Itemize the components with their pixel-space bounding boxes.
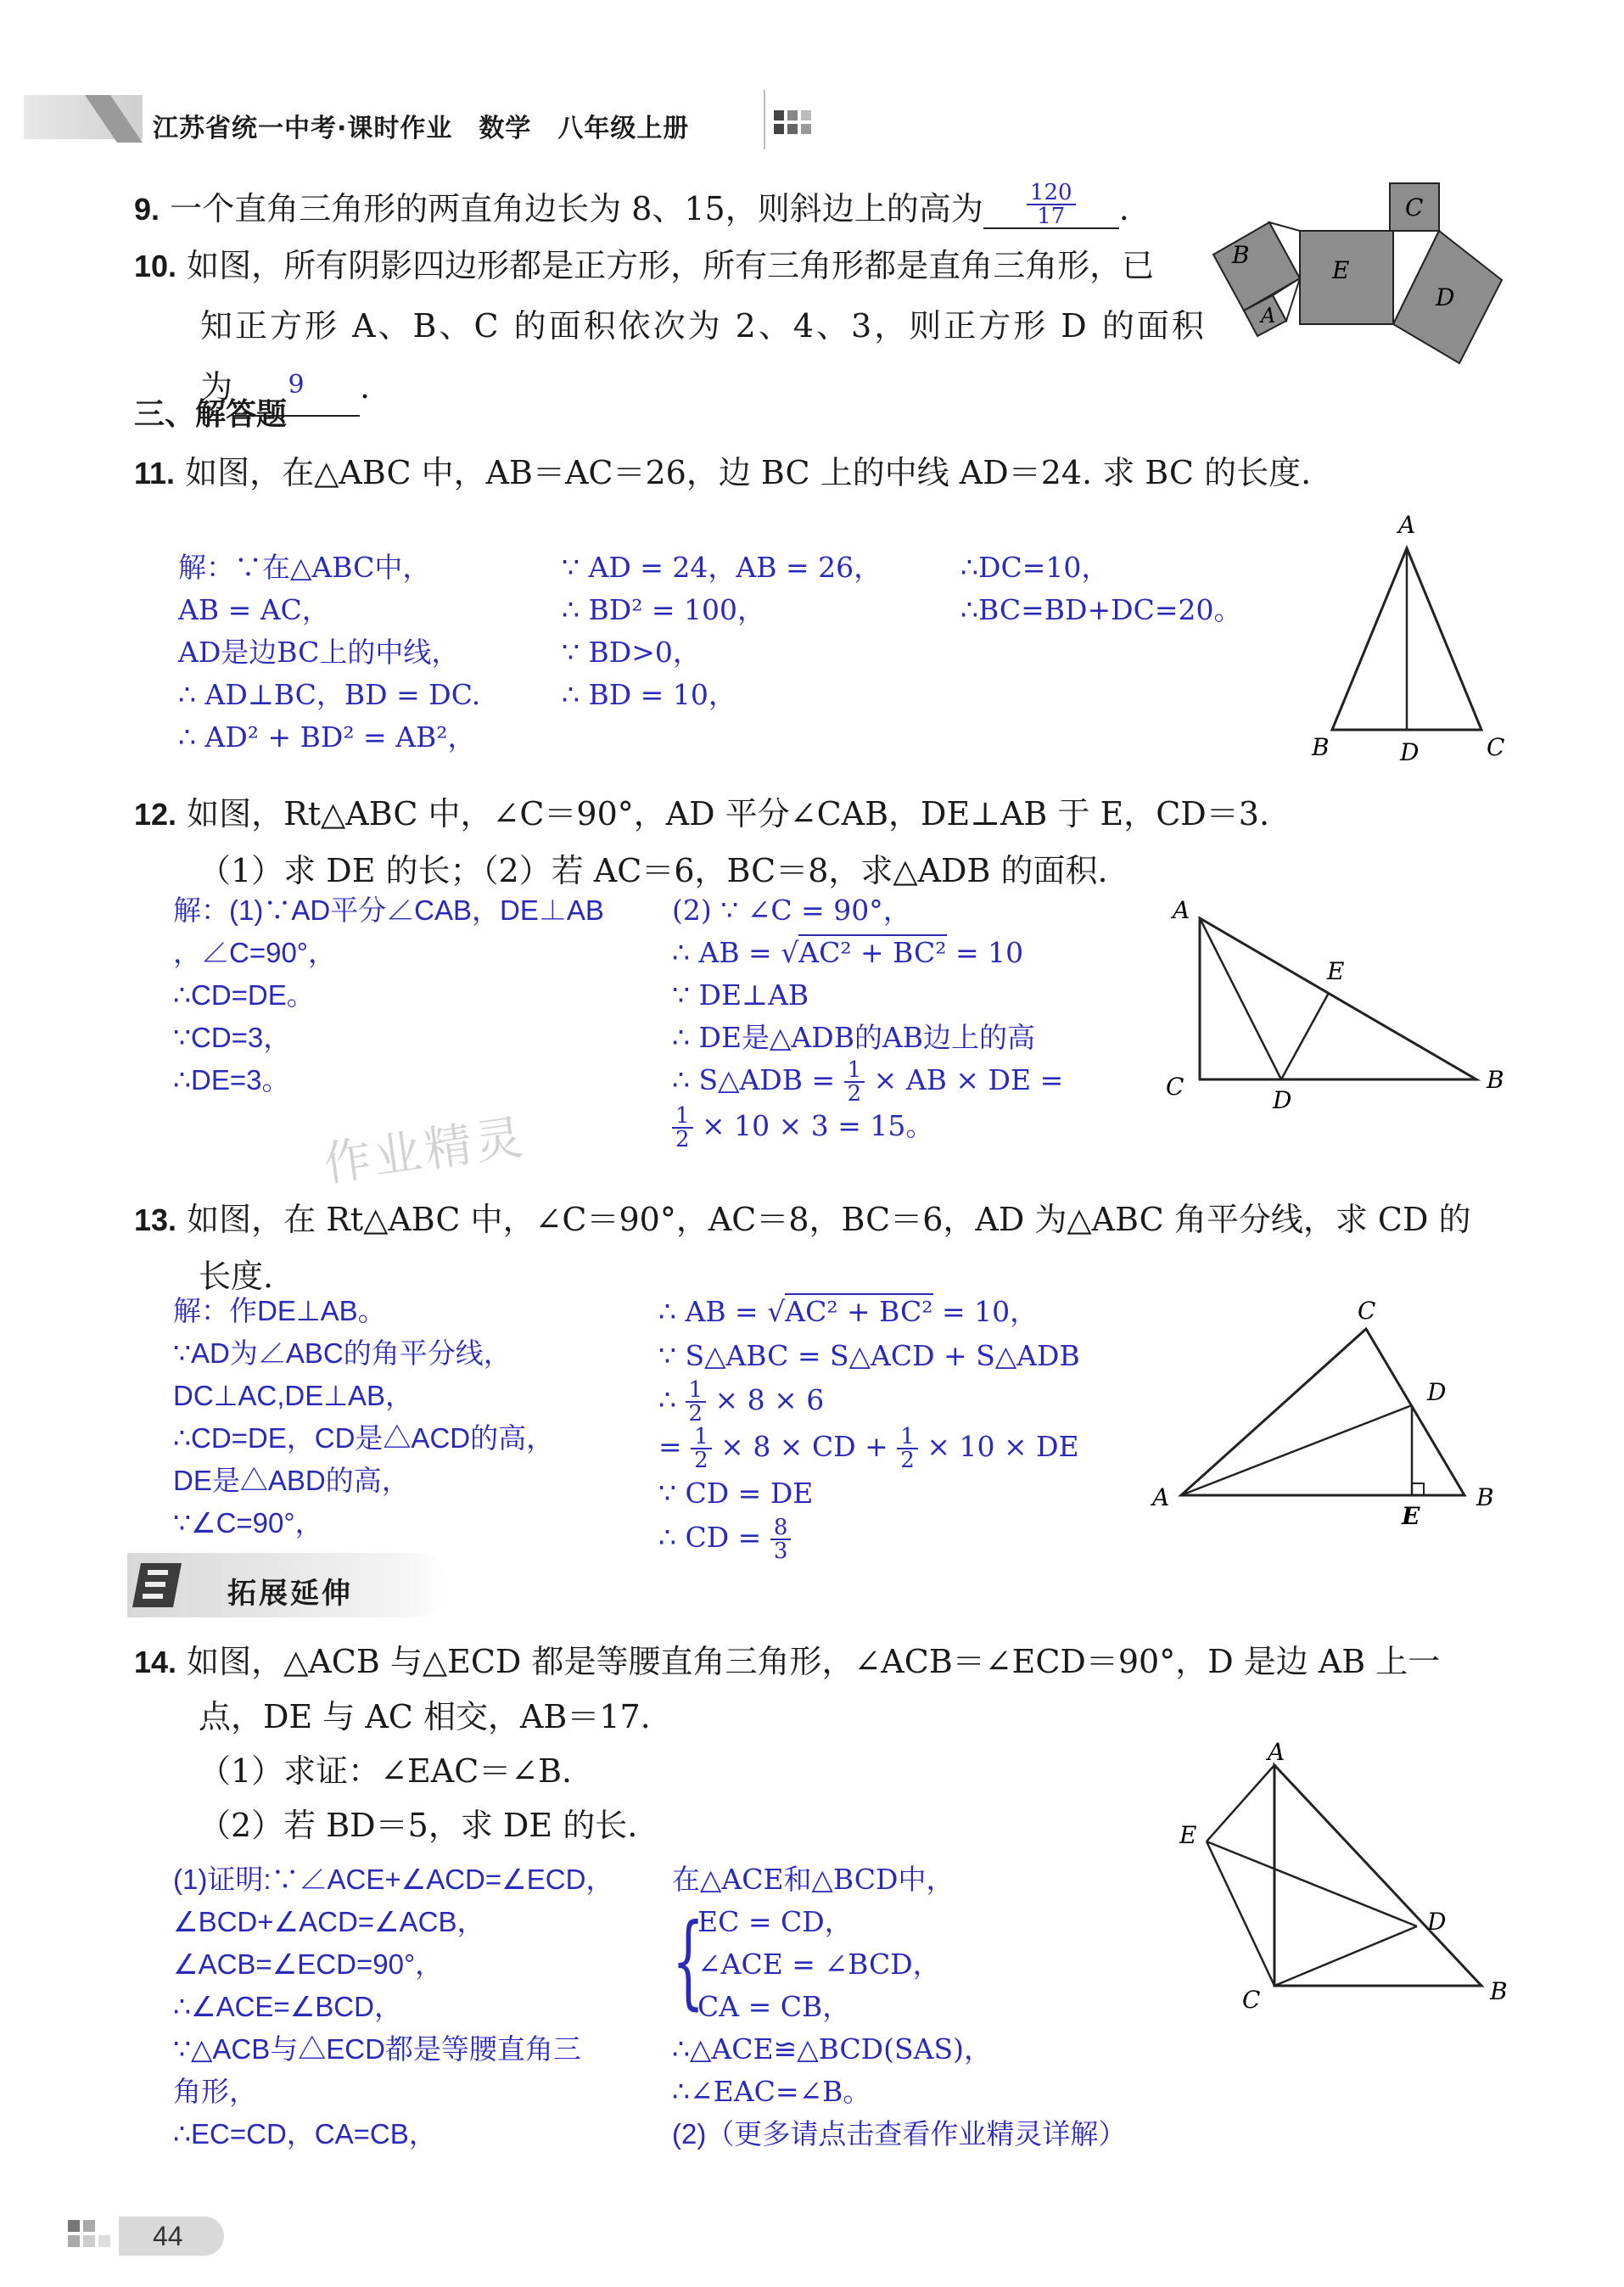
q10-label-b: B bbox=[1232, 241, 1250, 269]
q11-text: 如图，在△ABC 中，AB＝AC＝26，边 BC 上的中线 AD＝24. 求 BC 的长度. bbox=[185, 454, 1312, 491]
footer-grid-icon bbox=[68, 2220, 119, 2257]
q13-label-d: D bbox=[1427, 1378, 1447, 1406]
q13-num: 13. bbox=[134, 1202, 177, 1237]
q14-label-e: E bbox=[1179, 1821, 1197, 1849]
q9-answer-fraction: $\frac{120}{17}$ bbox=[1027, 182, 1076, 227]
q14-sol-col2: 在△ACE和△BCD中， { EC = CD， ∠ACE = ∠BCD， CA = CB， ∴△ACE≌△BCD(SAS)， ∴∠EAC=∠B。 (2)（更多请点击查看作业精灵详解） bbox=[672, 1858, 1126, 2155]
q13-label-b: B bbox=[1476, 1483, 1494, 1511]
q10-label-d: D bbox=[1436, 283, 1455, 311]
q12-line1: 如图，Rt△ABC 中，∠C＝90°，AD 平分∠CAB，DE⊥AB 于 E，CD＝3. bbox=[187, 795, 1270, 832]
q14-num: 14. bbox=[134, 1645, 177, 1679]
q12-num: 12. bbox=[134, 797, 177, 832]
q14-line4: （2）若 BD＝5，求 DE 的长. bbox=[199, 1807, 638, 1844]
q14-more-link[interactable]: (2)（更多请点击查看作业精灵详解） bbox=[672, 2118, 1127, 2150]
header-corner-icon bbox=[85, 93, 153, 144]
q13-sol-col2: ∴ AB = √AC² + BC² = 10， ∵ S△ABC = S△ACD + S△ADB ∴ $\frac{1}{2}$ × 8 × 6 = $\frac{1}{2}$ × 8 × CD + $\frac{1}{2}$ × 10 × DE ∵ CD = DE ∴ CD = $\frac{8}{3}$ bbox=[658, 1295, 1080, 1564]
q13-figure bbox=[1128, 1290, 1519, 1544]
q12-line2: （1）求 DE 的长；（2）若 AC＝6，BC＝8，求△ADB 的面积. bbox=[199, 852, 1108, 889]
q14-figure bbox=[1179, 1740, 1519, 2020]
q13-label-a: A bbox=[1152, 1483, 1170, 1511]
q11-sol-col1: 解：∵在△ABC中， AB = AC， AD是边BC上的中线， ∴ AD⊥BC，BD = DC. ∴ AD² + BD² = AB²， bbox=[178, 551, 481, 754]
q14-label-c: C bbox=[1242, 1986, 1261, 2014]
q12-label-d: D bbox=[1273, 1086, 1292, 1114]
q11 bbox=[134, 453, 1311, 493]
q11-num: 11. bbox=[134, 456, 176, 490]
q10-label-e: E bbox=[1332, 256, 1350, 284]
q14-line3: （1）求证：∠EAC＝∠B. bbox=[199, 1752, 573, 1790]
q12-label-e: E bbox=[1327, 957, 1345, 985]
q11-label-d: D bbox=[1400, 738, 1420, 766]
q14-label-a: A bbox=[1268, 1740, 1285, 1766]
watermark: 作业精灵 bbox=[320, 1109, 529, 1193]
q10-figure bbox=[1196, 178, 1519, 373]
q14-label-d: D bbox=[1427, 1908, 1447, 1936]
q14-label-b: B bbox=[1490, 1977, 1508, 2005]
q10-num: 10. bbox=[134, 249, 177, 283]
extend-icon bbox=[132, 1556, 209, 1612]
q9: 9. 一个直角三角形的两直角边长为 8、15，则斜边上的高为 $\frac{120}{17}$ . bbox=[134, 180, 1129, 229]
q12-label-a: A bbox=[1173, 896, 1190, 924]
q11-sol-col3: ∴DC=10， ∴BC=BD+DC=20。 bbox=[960, 551, 1242, 626]
q12 bbox=[134, 786, 1269, 899]
header-divider bbox=[764, 90, 765, 149]
extend-title: 拓展延伸 bbox=[227, 1577, 353, 1611]
q13 bbox=[134, 1191, 1471, 1304]
q11-sol-col2: ∵ AD = 24，AB = 26， ∴ BD² = 100， ∵ BD>0， ∴ BD = 10， bbox=[562, 551, 882, 711]
q10-label-a: A bbox=[1261, 304, 1276, 328]
q11-figure bbox=[1298, 501, 1519, 772]
q14-brace: { bbox=[672, 1903, 705, 2021]
q9-num: 9. bbox=[134, 192, 160, 227]
q12-sol-col2: (2) ∵ ∠C = 90°， ∴ AB = √AC² + BC² = 10 ∵ DE⊥AB ∴ DE是△ADB的AB边上的高 ∴ S△ADB = $\frac{1}{2}$ × AB × DE = $\frac{1}{2}$ × 10 × 3 = 15。 bbox=[672, 894, 1064, 1152]
q10-answer-blank: 9 bbox=[232, 356, 360, 417]
section3-title: 三、解答题 bbox=[134, 397, 288, 432]
q12-sol-col1: 解：(1)∵AD平分∠CAB，DE⊥AB ，∠C=90°， ∴CD=DE。 ∵CD=3， ∴DE=3。 bbox=[173, 894, 604, 1096]
q13-label-e: E bbox=[1402, 1502, 1420, 1530]
q12-label-b: B bbox=[1487, 1066, 1504, 1094]
header-grid-icon bbox=[774, 110, 825, 141]
q10-line1: 如图，所有阴影四边形都是正方形，所有三角形都是直角三角形，已 bbox=[187, 247, 1155, 284]
page-number: 44 bbox=[153, 2221, 183, 2251]
q12-label-c: C bbox=[1166, 1073, 1184, 1101]
q13-line1: 如图，在 Rt△ABC 中，∠C＝90°，AC＝8，BC＝6，AD 为△ABC 角平分线，求 CD 的 bbox=[187, 1201, 1471, 1238]
q14-line2: 点，DE 与 AC 相交，AB＝17. bbox=[199, 1698, 651, 1735]
q10-label-c: C bbox=[1405, 193, 1424, 221]
q13-line2: 长度. bbox=[199, 1258, 274, 1295]
header-title: 江苏省统一中考·课时作业 数学 八年级上册 bbox=[153, 114, 690, 143]
q13-label-c: C bbox=[1358, 1297, 1376, 1325]
q13-sol-col1: 解：作DE⊥AB。 ∵AD为∠ABC的角平分线， DC⊥AC,DE⊥AB， ∴CD=DE，CD是△ACD的高， DE是△ABD的高， ∵∠C=90°， bbox=[173, 1295, 555, 1539]
q9-answer-blank bbox=[983, 182, 1119, 229]
q12-figure bbox=[1154, 891, 1519, 1129]
q11-label-a: A bbox=[1398, 511, 1416, 539]
q11-label-c: C bbox=[1487, 733, 1505, 761]
q10-line2: 知正方形 A、B、C 的面积依次为 2、4、3，则正方形 D 的面积 bbox=[200, 307, 1207, 345]
q14-sol-col1: (1)证明:∵∠ACE+∠ACD=∠ECD， ∠BCD+∠ACD=∠ACB， ∠ACB=∠ECD=90°， ∴∠ACE=∠BCD， ∵△ACB与△ECD都是等腰直角三 角形， ∴EC=CD，CA=CB， bbox=[173, 1864, 614, 2150]
q14-line1: 如图，△ACB 与△ECD 都是等腰直角三角形，∠ACB＝∠ECD＝90°，D 是边 AB 上一 bbox=[187, 1643, 1441, 1680]
q11-label-b: B bbox=[1312, 733, 1330, 761]
q9-text: 一个直角三角形的两直角边长为 8、15，则斜边上的高为 bbox=[170, 190, 983, 227]
q10: 10. 如图，所有阴影四边形都是正方形，所有三角形都是直角三角形，已 知正方形 A、B、C 的面积依次为 2、4、3，则正方形 D 的面积 为 9 . bbox=[134, 236, 1207, 417]
